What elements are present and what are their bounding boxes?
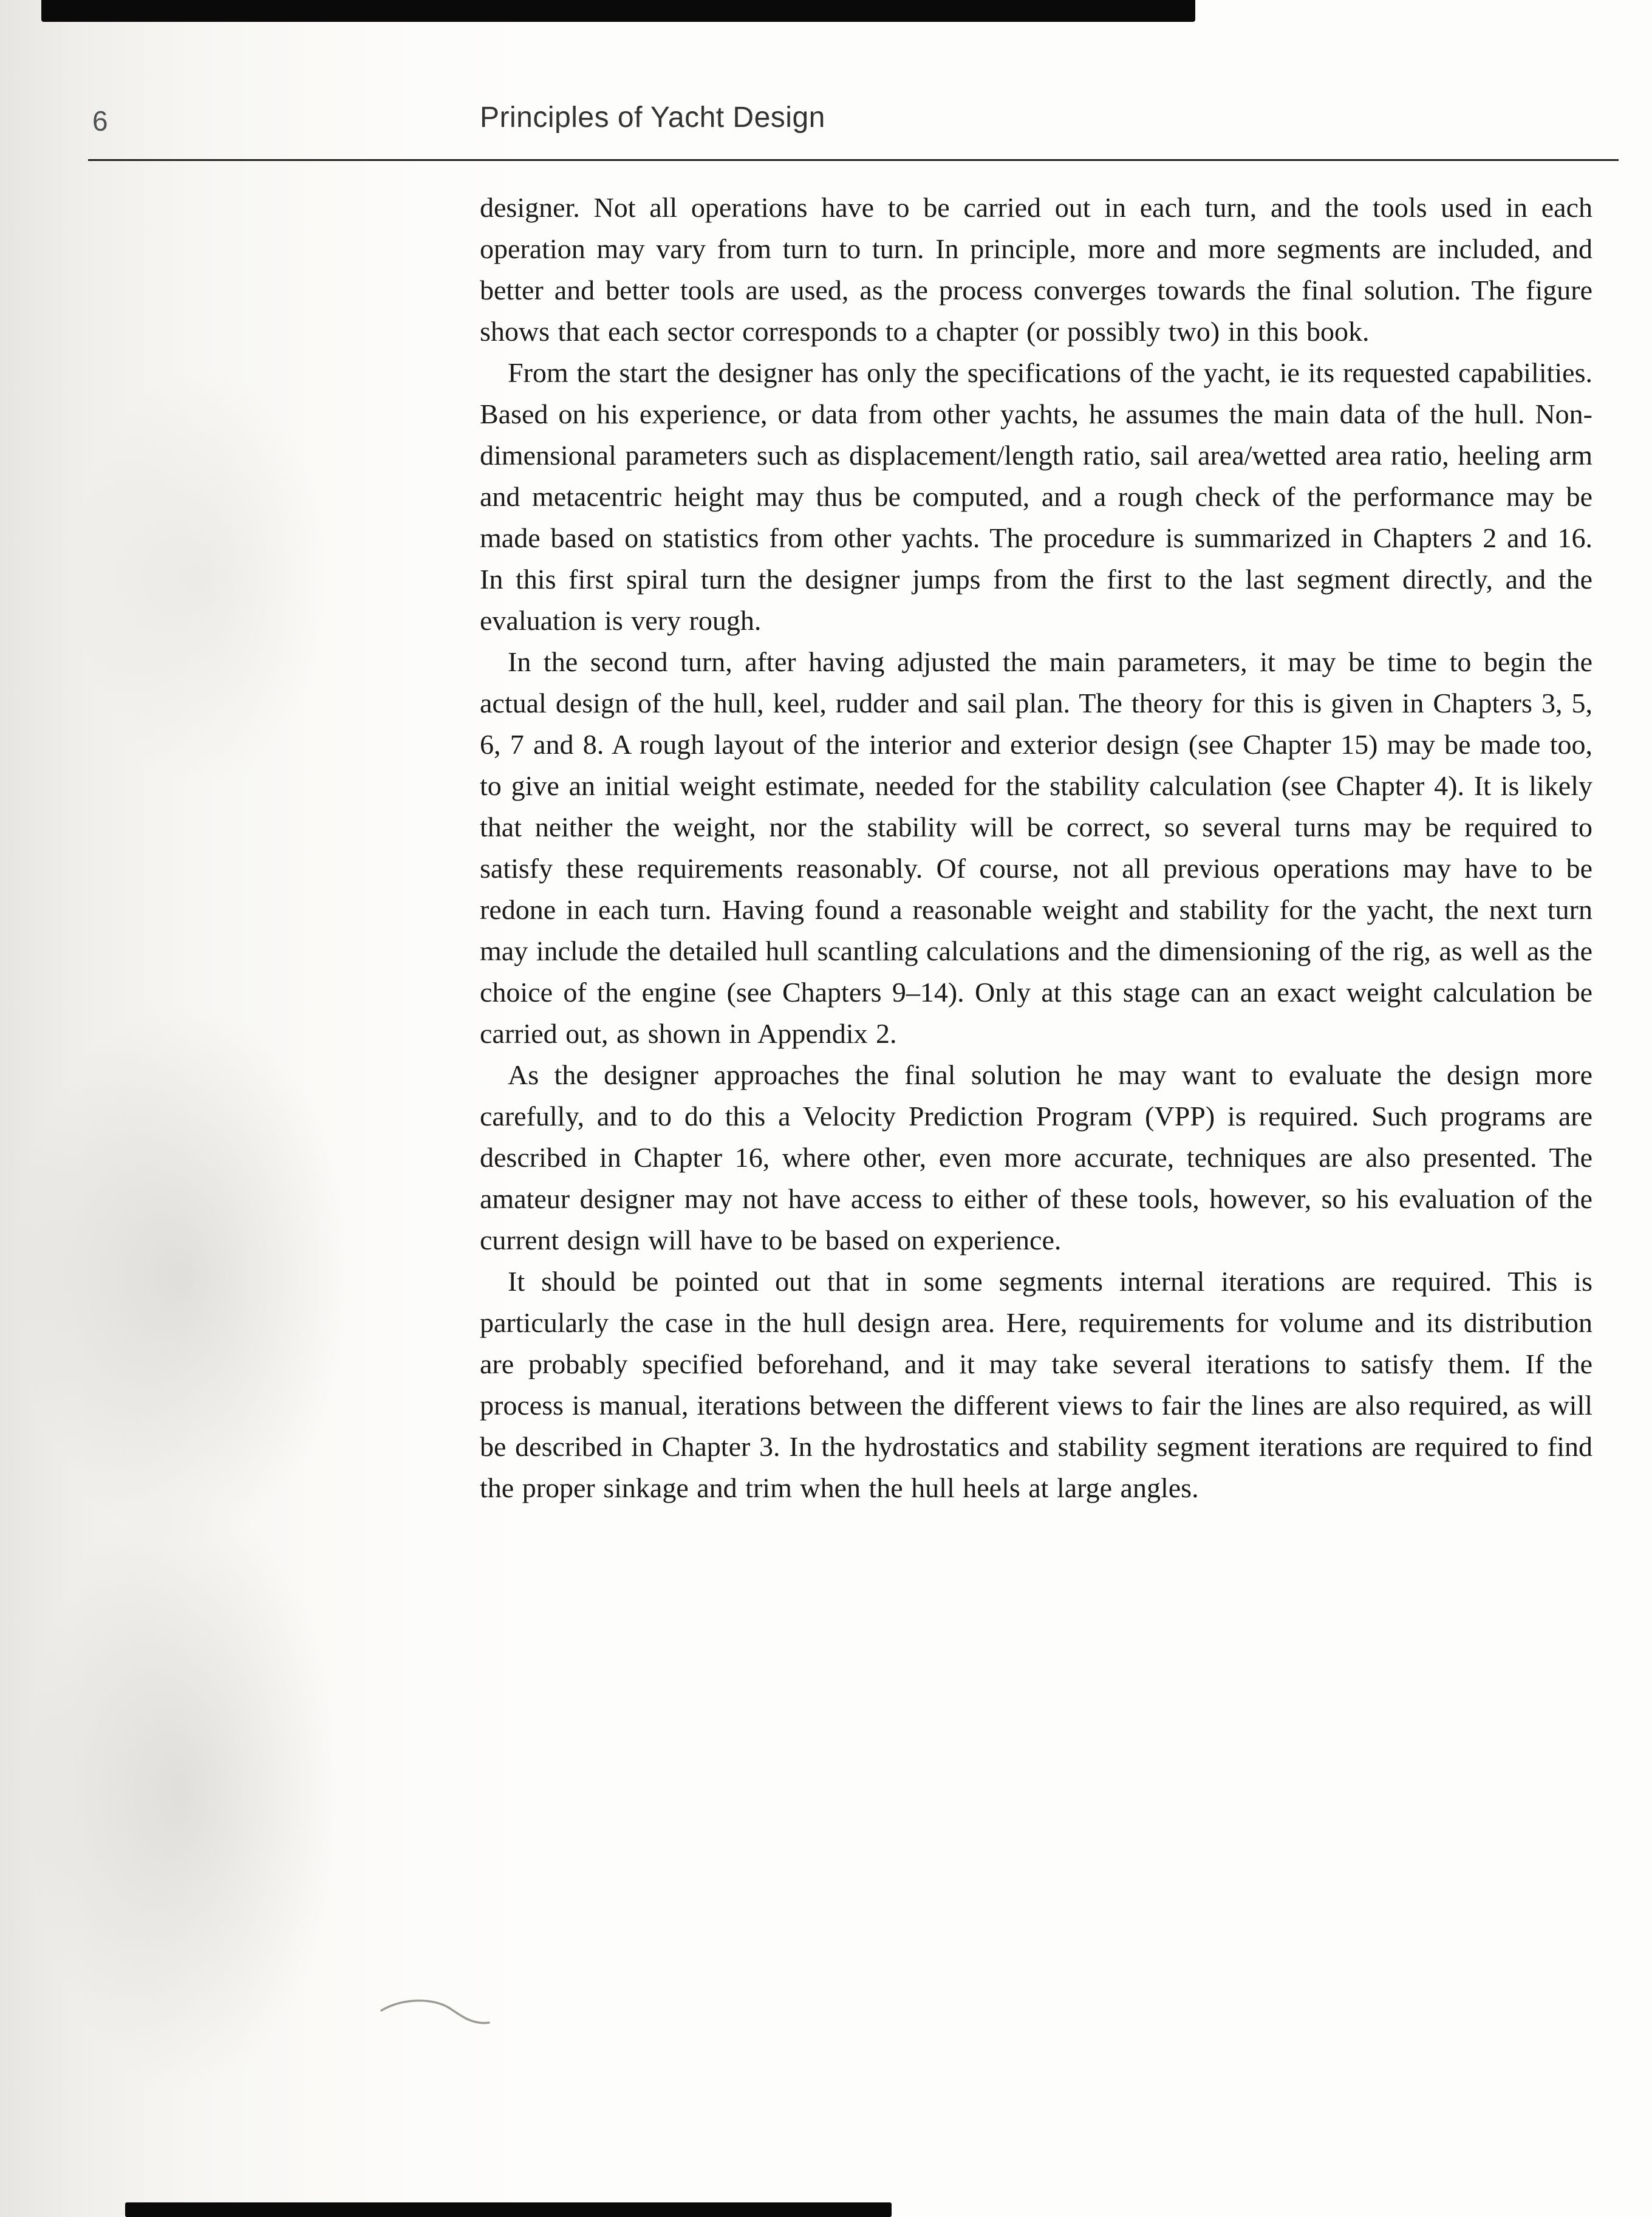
paragraph-final-solution: As the designer approaches the final solution he may want to evaluate the design more carefully, and to do this a Velocity Prediction Program (VPP) is required. Such programs are described in Chapter 16, where other, even more accurate, techniques are also presented. The amateur designer may not have access to either of these tools, however, so his evaluation of the current design will have to be based on experience. — [480, 1059, 1592, 1255]
header-rule — [88, 159, 1619, 161]
scan-smudge — [24, 1488, 340, 2096]
pencil-squiggle-mark — [377, 1992, 498, 2035]
paragraph-designer-continuation: designer. Not all operations have to be carried out in each turn, and the tools used in each operation may vary from turn to turn. In principle, more and more segments are included, and better and better tools are used, as the process converges towards the final solution. The figure shows that each sector corresponds to a chapter (or possibly two) in this book. — [480, 192, 1592, 347]
paragraph-from-the-start: From the start the designer has only the specifications of the yacht, ie its requested capabilities. Based on his experience, or data from other yachts, he assumes the main data of the hull. Non-dimensional parameters such as displacement/length ratio, sail area/wetted area ratio, heeling arm and metacentric height may thus be computed, and a rough check of the performance may be made based on statistics from other yachts. The procedure is summarized in Chapters 2 and 16. In this first spiral turn the designer jumps from the first to the last segment directly, and the evaluation is very rough. — [480, 357, 1592, 636]
paragraph-second-turn: In the second turn, after having adjusted the main parameters, it may be time to begin the actual design of the hull, keel, rudder and sail plan. The theory for this is given in Chapters 3, 5, 6, 7 and 8. A rough layout of the interior and exterior design (see Chapter 15) may be made too, to give an initial weight estimate, needed for the stability calculation (see Chapter 4). It is likely that neither the weight, nor the stability will be correct, so several turns may be required to satisfy these requirements reasonably. Of course, not all previous operations may have to be redone in each turn. Having found a reasonable weight and stability for the yacht, the next turn may include the detailed hull scantling calculations and the dimensioning of the rig, as well as the choice of the engine (see Chapters 9–14). Only at this stage can an exact weight calculation be carried out, as shown in Appendix 2. — [480, 646, 1592, 1049]
scan-smudge — [12, 1002, 352, 1549]
body-text-block — [480, 187, 1592, 1509]
scan-artifact-top-bar — [41, 0, 1195, 22]
running-head-title: Principles of Yacht Design — [480, 101, 825, 134]
scan-smudge — [73, 364, 328, 790]
paragraph-internal-iterations: It should be pointed out that in some segments internal iterations are required. This is particularly the case in the hull design area. Here, requirements for volume and its distribution are probably specified beforehand, and it may take several iterations to satisfy them. If the process is manual, iterations between the different views to fair the lines are also required, as will be described in Chapter 3. In the hydrostatics and stability segment iterations are required to find the proper sinkage and trim when the hull heels at large angles. — [480, 1266, 1592, 1503]
page-number: 6 — [92, 105, 108, 137]
scan-artifact-bottom-bar — [125, 2202, 892, 2217]
